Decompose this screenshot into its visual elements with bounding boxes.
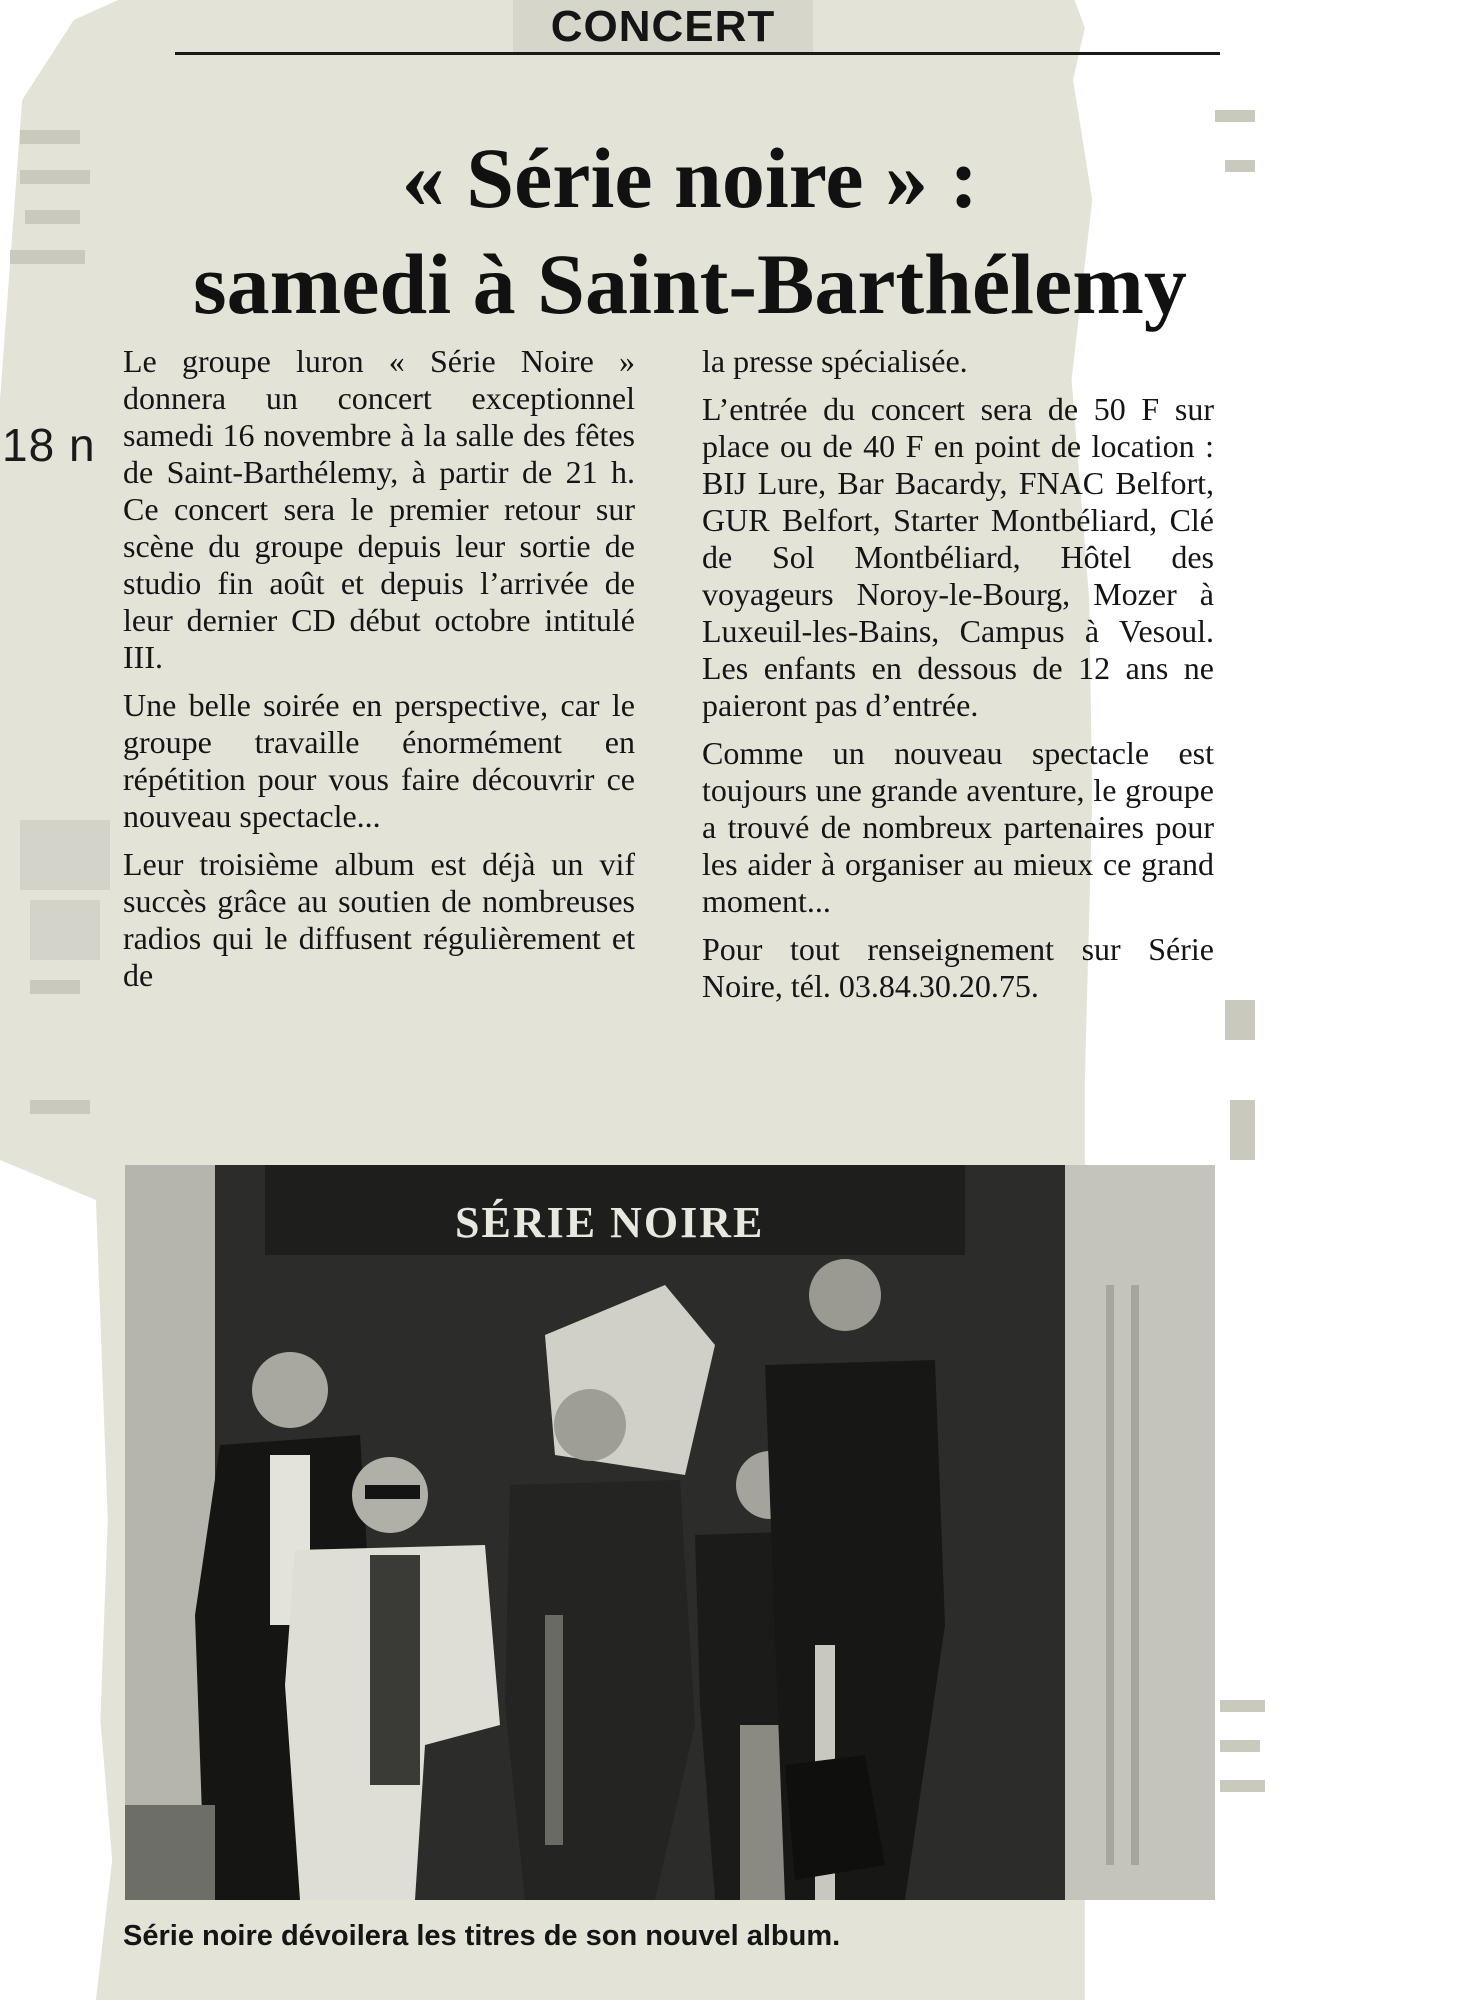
headline-line-1: « Série noire » : — [401, 130, 979, 226]
article-column-2 — [702, 343, 1214, 1016]
margin-text-fragment: 18 n — [2, 419, 96, 471]
paragraph: Leur troisième album est déjà un vif succès grâce au soutien de nombreuses radios qui le diffusent régulièrement et de — [123, 846, 635, 993]
paragraph: Une belle soirée en perspective, car le groupe travaille énormément en répétition pour vous faire découvrir ce nouveau spectacle... — [123, 687, 635, 834]
headline-line-2: samedi à Saint-Barthélemy — [193, 236, 1187, 332]
rubric-label: CONCERT — [550, 2, 776, 51]
paragraph: L’entrée du concert sera de 50 F sur place ou de 40 F en point de location : BIJ Lure, Bar Bacardy, FNAC Belfort, GUR Belfort, Starter Montbéliard, Clé de Sol Montbéliard, Hôtel des voyageurs Noroy-le-Bourg, Mozer à Luxeuil-les-Bains, Campus à Vesoul. Les enfants en dessous de 12 ans ne paieront pas d’entrée. — [702, 391, 1214, 723]
paragraph: Comme un nouveau spectacle est toujours une grande aventure, le groupe a trouvé de nombreux partenaires pour les aider à organiser au mieux ce grand moment... — [702, 735, 1214, 919]
paragraph: Le groupe luron « Série Noire » donnera un concert exceptionnel samedi 16 novembre à la salle des fêtes de Saint-Barthélemy, à partir de 21 h. Ce concert sera le premier retour sur scène du groupe depuis leur sortie de studio fin août et depuis l’arrivée de leur dernier CD début octobre intitulé III. — [123, 343, 635, 675]
band-photo-illustration — [125, 1165, 1215, 1900]
paragraph: la presse spécialisée. — [702, 343, 968, 379]
article-column-1 — [123, 343, 635, 1005]
band-photo — [125, 1165, 1215, 1900]
headline — [100, 125, 1280, 337]
photo-banner-text: SÉRIE NOIRE — [455, 1198, 765, 1247]
paragraph: Pour tout renseignement sur Série Noire, tél. 03.84.30.20.75. — [702, 931, 1214, 1004]
photo-caption: Série noire dévoilera les titres de son nouvel album. — [123, 1920, 841, 1952]
rubric-rule — [175, 52, 1220, 55]
